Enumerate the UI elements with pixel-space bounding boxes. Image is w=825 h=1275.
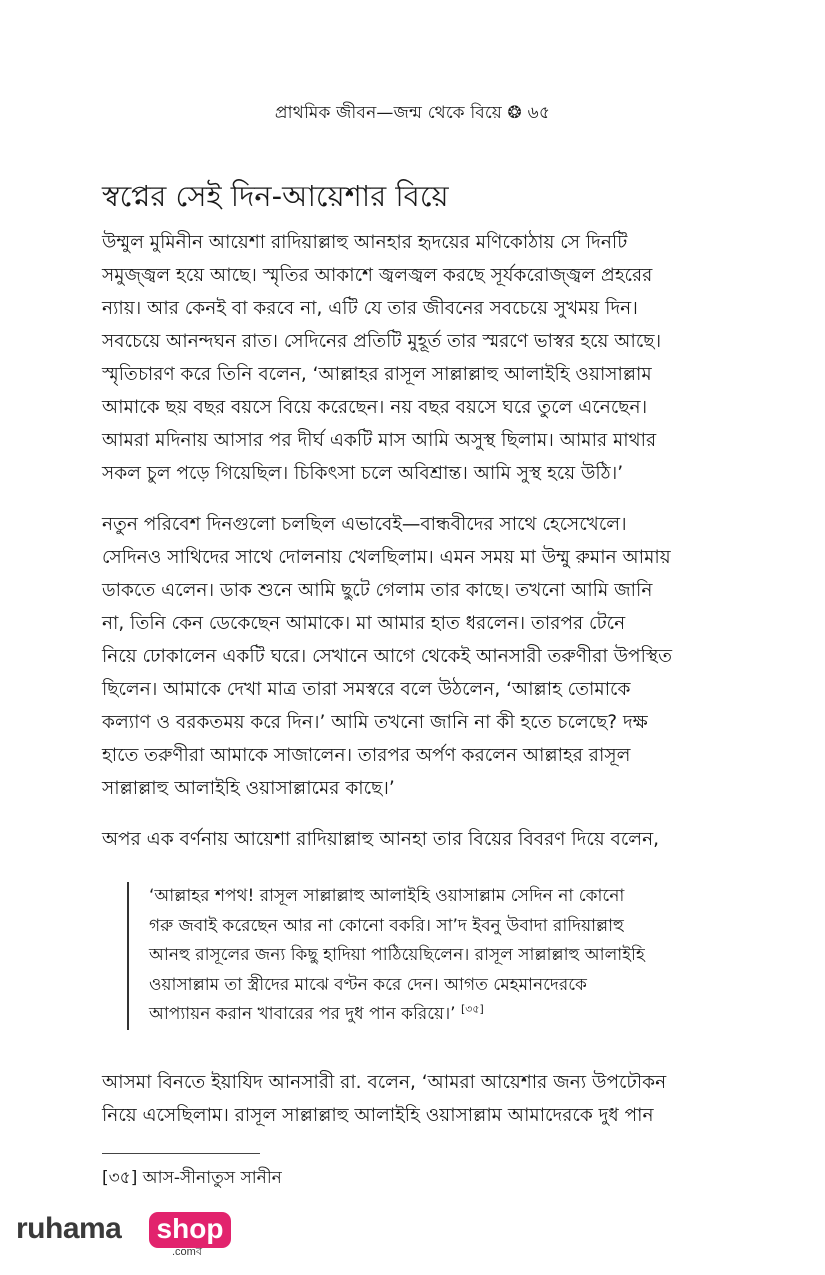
paragraph-4 bbox=[102, 1066, 722, 1132]
quote-line: ‘আল্লাহর শপথ! রাসূল সাল্লাল্লাহু আলাইহি ওয়াসাল্লাম সেদিন না কোনো bbox=[149, 886, 625, 906]
text-line: নিয়ে এসেছিলাম। রাসূল সাল্লাল্লাহু আলাইহি ওয়াসাল্লাম আমাদেরকে দুধ পান bbox=[102, 1105, 654, 1126]
paragraph-1 bbox=[102, 226, 722, 490]
text-line: সেদিনও সাথিদের সাথে দোলনায় খেলছিলাম। এমন সময় মা উম্মু রুমান আমায় bbox=[102, 547, 671, 568]
text-line: আমাকে ছয় বছর বয়সে বিয়ে করেছেন। নয় বছর বয়সে ঘরে তুলে এনেছেন। bbox=[102, 397, 648, 418]
text-line: হাতে তরুণীরা আমাকে সাজালেন। তারপর অর্পণ করলেন আল্লাহর রাসূল bbox=[102, 745, 631, 766]
text-line: সকল চুল পড়ে গিয়েছিল। চিকিৎসা চলে অবিশ্রান্ত। আমি সুস্থ হয়ে উঠি।’ bbox=[102, 463, 624, 484]
text-line: স্মৃতিচারণ করে তিনি বলেন, ‘আল্লাহর রাসূল সাল্লাল্লাহু আলাইহি ওয়াসাল্লাম bbox=[102, 364, 652, 385]
text-line: ডাকতে এলেন। ডাক শুনে আমি ছুটে গেলাম তার কাছে। তখনো আমি জানি bbox=[102, 580, 653, 601]
quote-line: আনহু রাসূলের জন্য কিছু হাদিয়া পাঠিয়েছিলেন। রাসূল সাল্লাল্লাহু আলাইহি bbox=[149, 945, 645, 965]
text-line: সাল্লাল্লাহু আলাইহি ওয়াসাল্লামের কাছে।’ bbox=[102, 778, 395, 799]
text-line: উম্মুল মুমিনীন আয়েশা রাদিয়াল্লাহু আনহার হৃদয়ের মণিকোঠায় সে দিনটি bbox=[102, 232, 628, 253]
footnote-reference[interactable]: [৩৫] bbox=[460, 1002, 484, 1016]
quote-last-text: আপ্যায়ন করান খাবারের পর দুধ পান করিয়ে।’ bbox=[149, 1004, 456, 1024]
text-line: সমুজ্জ্বল হয়ে আছে। স্মৃতির আকাশে জ্বলজ্বল করছে সূর্যকরোজ্জ্বল প্রহরের bbox=[102, 265, 653, 286]
text-line: আমরা মদিনায় আসার পর দীর্ঘ একটি মাস আমি অসুস্থ ছিলাম। আমার মাথার bbox=[102, 430, 657, 451]
chapter-title: স্বপ্নের সেই দিন-আয়েশার বিয়ে bbox=[102, 179, 449, 213]
text-line: আসমা বিনতে ইয়াযিদ আনসারী রা. বলেন, ‘আমরা আয়েশার জন্য উপঢৌকন bbox=[102, 1072, 667, 1093]
logo-dotcom-text: .comব bbox=[172, 1246, 202, 1258]
running-header: প্রাথমিক জীবন—জন্ম থেকে বিয়ে ❂ ৬৫ bbox=[274, 103, 551, 123]
quote-line: গরু জবাই করেছেন আর না কোনো বকরি। সা’দ ইবনু উবাদা রাদিয়াল্লাহু bbox=[149, 915, 624, 936]
text-line: সবচেয়ে আনন্দঘন রাত। সেদিনের প্রতিটি মুহূর্ত তার স্মরণে ভাস্বর হয়ে আছে। bbox=[102, 331, 662, 352]
text-line: কল্যাণ ও বরকতময় করে দিন।’ আমি তখনো জানি না কী হতে চলেছে? দক্ষ bbox=[102, 712, 648, 733]
logo-ruhama-text: ruhama bbox=[16, 1212, 122, 1245]
paragraph-3 bbox=[102, 823, 722, 856]
logo-shop-badge: shop bbox=[149, 1212, 231, 1248]
text-line: নিয়ে ঢোকালেন একটি ঘরে। সেখানে আগে থেকেই আনসারী তরুণীরা উপস্থিত bbox=[102, 646, 673, 667]
text-line: ছিলেন। আমাকে দেখা মাত্র তারা সমস্বরে বলে উঠলেন, ‘আল্লাহ তোমাকে bbox=[102, 679, 631, 700]
text-line: ন্যায়। আর কেনই বা করবে না, এটি যে তার জীবনের সবচেয়ে সুখময় দিন। bbox=[102, 298, 638, 319]
text-line: নতুন পরিবেশ দিনগুলো চলছিল এভাবেই—বান্ধবীদের সাথে হেসেখেলে। bbox=[102, 514, 627, 535]
footnote: [৩৫] আস-সীনাতুস সানীন bbox=[102, 1168, 282, 1188]
footnote-divider bbox=[102, 1153, 260, 1154]
quote-line: ওয়াসাল্লাম তা স্ত্রীদের মাঝে বণ্টন করে দেন। আগত মেহমানদেরকে bbox=[149, 974, 587, 995]
block-quote bbox=[127, 882, 719, 1030]
ruhamashop-logo bbox=[16, 1208, 236, 1258]
text-line: অপর এক বর্ণনায় আয়েশা রাদিয়াল্লাহু আনহা তার বিয়ের বিবরণ দিয়ে বলেন, bbox=[102, 829, 659, 850]
text-line: না, তিনি কেন ডেকেছেন আমাকে। মা আমার হাত ধরলেন। তারপর টেনে bbox=[102, 613, 626, 634]
quote-line bbox=[149, 1000, 719, 1030]
paragraph-2 bbox=[102, 508, 722, 805]
